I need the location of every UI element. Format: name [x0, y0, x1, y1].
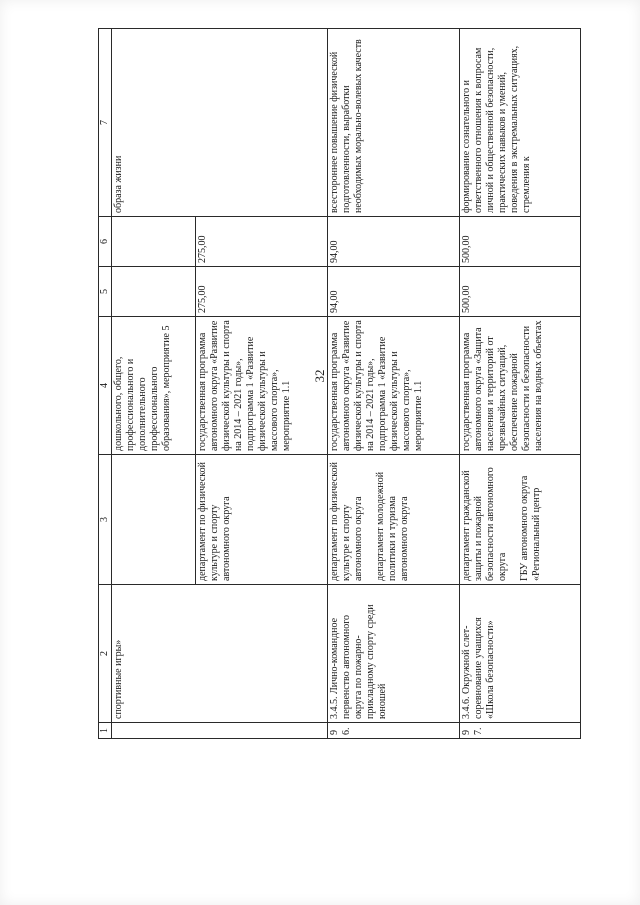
continuation-row [112, 29, 196, 739]
row-number: 96. [328, 723, 460, 739]
row-col5: 94,00 [328, 267, 460, 317]
table-row [460, 29, 581, 739]
row-result: всестороннее повышение физической подготовленности, выработки необходимых морально-волевых качеств [328, 29, 460, 217]
row-executor-1: департамент по физической культуре и спорту автономного округа [329, 462, 364, 581]
header-col-2: 2 [99, 585, 112, 723]
header-col-3: 3 [99, 455, 112, 585]
row-result: формирование сознательного и ответственного отношения к вопросам личной и общественной безопасности, практических навыков и умений, поведения в экстремальных ситуациях, стремления к [460, 29, 581, 217]
header-row [99, 29, 112, 739]
cont-program-top: дошкольного, общего, профессионального и дополнительного профессионального образования», мероприятие 5 [112, 317, 196, 455]
row-executors [328, 455, 460, 585]
row-col6: 94,00 [328, 217, 460, 267]
row-program: государственная программа автономного округа «Развитие физической культуры и спорта на 2014 – 2021 годы», подпрограмма 1 «Развитие физической культуры и массового спорта», мероприятие 1.1 [328, 317, 460, 455]
cont-title: спортивные игры» [112, 585, 328, 723]
cont-col6-empty [112, 217, 196, 267]
row-col5: 500,00 [460, 267, 581, 317]
row-program: государственная программа автономного округа «Защита населения и территорий от чрезвычайных ситуаций, обеспечение пожарной безопасности и безопасности населения на водных объектах [460, 317, 581, 455]
cont-sub-col6: 275,00 [196, 217, 328, 267]
cont-sub-col5: 275,00 [196, 267, 328, 317]
cont-executors-empty [112, 455, 196, 585]
row-number: 97. [460, 723, 581, 739]
page-number: 32 [312, 369, 327, 383]
row-title: 3.4.6. Окружной слет-соревнование учащихся «Школа безопасности» [460, 585, 581, 723]
row-executor-2: департамент молодежной политики и туризма автономного округа [375, 471, 410, 581]
header-col-7: 7 [99, 29, 112, 217]
row-executor-2: ГБУ автономного округа «Региональный центр [519, 475, 542, 581]
header-col-6: 6 [99, 217, 112, 267]
cont-result: образа жизни [112, 29, 328, 217]
cont-col5-empty [112, 267, 196, 317]
cont-col1 [112, 723, 328, 739]
row-executors [460, 455, 581, 585]
row-col6: 500,00 [460, 217, 581, 267]
row-title: 3.4.5. Лично-командное первенство автономного округа по пожарно-прикладному спорту среди юношей [328, 585, 460, 723]
header-col-4: 4 [99, 317, 112, 455]
cont-sub-program: государственная программа автономного округа «Развитие физической культуры и спорта на 2014 – 2021 годы», подпрограмма 1 «Развитие физической культуры и массового спорта», мероприятие 1.1 [196, 317, 328, 455]
rotated-table-container [98, 29, 581, 739]
table-row [328, 29, 460, 739]
row-executor-1: департамент гражданской защиты и пожарной безопасности автономного округа [461, 467, 508, 581]
header-col-1: 1 [99, 723, 112, 739]
measures-table [98, 28, 581, 739]
cont-sub-executors: департамент по физической культуре и спорту автономного округа [196, 455, 328, 585]
header-col-5: 5 [99, 267, 112, 317]
